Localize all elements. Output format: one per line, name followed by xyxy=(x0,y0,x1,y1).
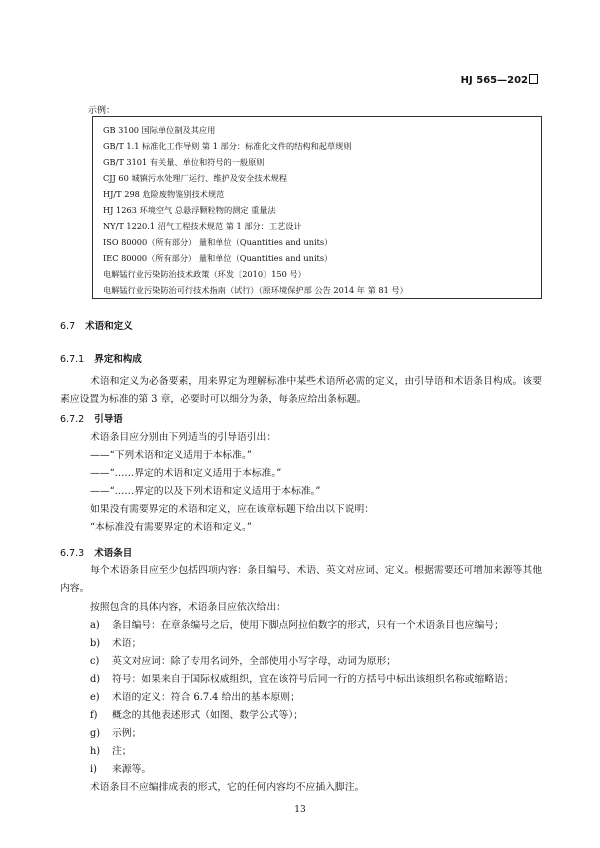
page-number: 13 xyxy=(294,805,306,815)
document-code-text: HJ 565—202 xyxy=(460,75,528,86)
example-line: GB/T 3101 有关量、单位和符号的一般原则 xyxy=(103,157,265,167)
section-title: 引导语 xyxy=(94,414,123,425)
list-item xyxy=(90,729,141,739)
list-item xyxy=(90,747,132,757)
list-item-text: 英文对应词：除了专用名词外，全部使用小写字母，动词为原形； xyxy=(112,656,397,667)
list-item-tag: b) xyxy=(90,638,101,649)
closing-note: 术语条目不应编排成表的形式，它的任何内容均不应插入脚注。 xyxy=(90,782,365,793)
example-line: 电解锰行业污染防治可行技术指南（试行）（原环境保护部 公告 2014 年 第 81 号） xyxy=(103,285,408,295)
list-item-text: 术语的定义：符合 6.7.4 给出的基本原则； xyxy=(112,692,300,703)
section-number: 6.7.2 xyxy=(60,414,85,425)
section-6-7-1-body: 术语和定义为必备要素，用来界定为理解标准中某些术语所必需的定义，由引导语和术语条目构成。该要素应设置为标准的第 3 章，必要时可以细分为条，每条应给出条标题。 xyxy=(60,376,542,405)
list-item-tag: h) xyxy=(90,746,101,757)
section-6-7-2-heading xyxy=(60,411,123,425)
section-6-7-1-heading xyxy=(60,351,142,365)
year-placeholder-box xyxy=(529,74,538,84)
list-item-tag: a) xyxy=(90,620,100,631)
list-item-text: 注； xyxy=(112,746,132,757)
lead-in-intro: 术语条目应分别由下列适当的引导语引出： xyxy=(90,432,277,443)
section-title: 术语条目 xyxy=(94,548,133,559)
list-item-text: 符号：如果来自于国际权威组织，宜在该符号后同一行的方括号中标出该组织名称或缩略语； xyxy=(112,674,514,685)
lead-in-option: ——“下列术语和定义适用于本标准。” xyxy=(90,450,252,461)
list-item xyxy=(90,711,303,721)
example-line: HJ 1263 环境空气 总悬浮颗粒物的测定 重量法 xyxy=(103,205,276,215)
list-item-text: 术语； xyxy=(112,638,142,649)
list-item xyxy=(90,657,396,667)
section-number: 6.7.1 xyxy=(60,354,85,365)
list-item-text: 示例； xyxy=(112,728,142,739)
lead-in-option: ——“……界定的以及下列术语和定义适用于本标准。” xyxy=(90,486,321,497)
list-item-text: 来源等。 xyxy=(112,764,152,775)
list-item-tag: e) xyxy=(90,692,100,703)
list-item xyxy=(90,621,504,631)
example-line: GB/T 1.1 标准化工作导则 第 1 部分：标准化文件的结构和起草规则 xyxy=(103,141,352,151)
list-item-text: 条目编号：在章条编号之后，使用下脚点阿拉伯数字的形式，只有一个术语条目也应编号； xyxy=(112,620,504,631)
lead-in-option: ——“……界定的术语和定义适用于本标准。” xyxy=(90,468,282,479)
section-number: 6.7 xyxy=(60,321,76,332)
no-terms-quote: “本标准没有需要界定的术语和定义。” xyxy=(90,522,252,533)
section-title: 术语和定义 xyxy=(85,321,133,332)
section-number: 6.7.3 xyxy=(60,548,85,559)
examples-box xyxy=(92,116,542,299)
example-line: CJJ 60 城镇污水处理厂运行、维护及安全技术规程 xyxy=(103,173,288,183)
list-item-text: 概念的其他表述形式（如图、数学公式等）； xyxy=(112,710,304,721)
list-item xyxy=(90,639,141,649)
section-6-7-heading xyxy=(60,318,133,332)
list-item-tag: f) xyxy=(90,710,98,721)
example-line: GB 3100 国际单位制及其应用 xyxy=(103,125,216,135)
list-item-tag: d) xyxy=(90,674,101,685)
list-item-tag: c) xyxy=(90,656,100,667)
order-intro: 按照包含的具体内容，术语条目应依次给出： xyxy=(90,602,286,613)
section-6-7-3-heading xyxy=(60,545,132,559)
example-line: 电解锰行业污染防治技术政策（环发〔2010〕150 号） xyxy=(103,269,306,279)
example-line: IEC 80000（所有部分） 量和单位（Quantities and units） xyxy=(103,253,333,263)
list-item xyxy=(90,765,151,775)
section-title: 界定和构成 xyxy=(94,354,142,365)
list-item xyxy=(90,693,300,703)
example-line: NY/T 1220.1 沼气工程技术规范 第 1 部分：工艺设计 xyxy=(103,221,302,231)
examples-label: 示例： xyxy=(88,106,116,116)
list-item xyxy=(90,675,514,685)
no-terms-note: 如果没有需要界定的术语和定义，应在该章标题下给出以下说明： xyxy=(90,504,375,515)
example-line: ISO 80000（所有部分） 量和单位（Quantities and units） xyxy=(103,237,333,247)
document-code xyxy=(461,74,538,86)
example-line: HJ/T 298 危险废物鉴别技术规范 xyxy=(103,189,225,199)
list-item-tag: g) xyxy=(90,728,101,739)
list-item-tag: i) xyxy=(90,764,97,775)
section-6-7-3-body: 每个术语条目应至少包括四项内容：条目编号、术语、英文对应词、定义。根据需要还可增加来源等其他内容。 xyxy=(60,565,542,594)
